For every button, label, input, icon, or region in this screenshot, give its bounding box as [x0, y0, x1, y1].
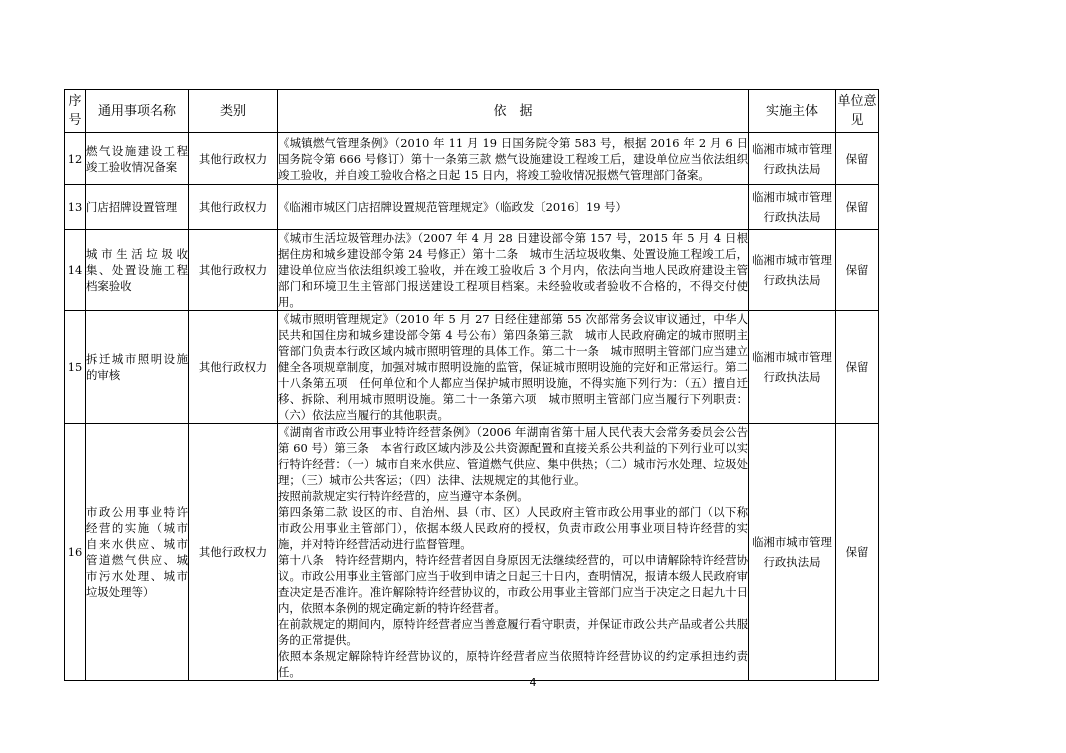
- row-opinion: 保留: [836, 133, 879, 185]
- row-agency: 临湘市城市管理行政执法局: [749, 185, 836, 230]
- header-num: 序号: [65, 90, 86, 133]
- row-num: 15: [65, 311, 86, 424]
- row-num: 14: [65, 230, 86, 311]
- table-row: [65, 133, 879, 185]
- header-opinion: 单位意见: [836, 90, 879, 133]
- row-num: 16: [65, 424, 86, 681]
- row-name: 市政公用事业特许经营的实施（城市自来水供应、城市管道燃气供应、城市污水处理、城市垃圾处理等）: [86, 424, 189, 681]
- items-table: [64, 89, 879, 681]
- table-row: [65, 311, 879, 424]
- row-type: 其他行政权力: [189, 230, 278, 311]
- table-row: [65, 230, 879, 311]
- row-opinion: 保留: [836, 311, 879, 424]
- row-basis: [278, 133, 749, 185]
- table-row: [65, 185, 879, 230]
- basis-paragraph: 《湖南省市政公用事业特许经营条例》（2006 年湖南省第十届人民代表大会常务委员会公告第 60 号）第三条 本省行政区域内涉及公共资源配置和直接关系公共利益的下列行业可以实行特许经营：（一）城市自来水供应、管道燃气供应、集中供热；（二）城市污水处理、垃圾处理；（三）城市公共客运；（四）法律、法规规定的其他行业。: [278, 425, 748, 487]
- basis-paragraph: 第十八条 特许经营期内，特许经营者因自身原因无法继续经营的，可以申请解除特许经营协议。市政公用事业主管部门应当于收到申请之日起三十日内，查明情况，报请本级人民政府审查决定是否准许。准许解除特许经营协议的，市政公用事业主管部门应当于决定之日起九十日内，依照本条例的规定确定新的特许经营者。: [278, 553, 748, 615]
- header-row: [65, 90, 879, 133]
- table-row: [65, 424, 879, 681]
- row-num: 13: [65, 185, 86, 230]
- basis-paragraph: 《城市生活垃圾管理办法》（2007 年 4 月 28 日建设部令第 157 号，2015 年 5 月 4 日根据住房和城乡建设部令第 24 号修正）第十二条 城市生活垃圾收集、处置设施工程竣工后，建设单位应当依法组织竣工验收，并在竣工验收后 3 个月内，依法向当地人民政府建设主管部门和环境卫生主管部门报送建设工程项目档案。未经验收或者验收不合格的，不得交付使用。: [278, 231, 748, 309]
- header-basis: 依 据: [278, 90, 749, 133]
- basis-paragraph: 《城镇燃气管理条例》（2010 年 11 月 19 日国务院令第 583 号，根据 2016 年 2 月 6 日国务院令第 666 号修订）第十一条第三款 燃气设施建设工程竣工后，建设单位应当依法组织竣工验收，并自竣工验收合格之日起 15 日内，将竣工验收情况报燃气管理部门备案。: [278, 135, 748, 182]
- row-type: 其他行政权力: [189, 133, 278, 185]
- row-basis: [278, 185, 749, 230]
- row-basis: [278, 424, 749, 681]
- row-name: 门店招牌设置管理: [86, 185, 189, 230]
- header-type: 类别: [189, 90, 278, 133]
- row-type: 其他行政权力: [189, 311, 278, 424]
- row-name: 拆迁城市照明设施的审核: [86, 311, 189, 424]
- row-name: 城市生活垃圾收集、处置设施工程档案验收: [86, 230, 189, 311]
- row-num: 12: [65, 133, 86, 185]
- basis-paragraph: 《城市照明管理规定》（2010 年 5 月 27 日经住建部第 55 次部常务会议审议通过，中华人民共和国住房和城乡建设部令第 4 号公布）第四条第三款 城市人民政府确定的城市照明主管部门负责本行政区域内城市照明管理的具体工作。第二十一条 城市照明主管部门应当建立健全各项规章制度，加强对城市照明设施的监管，保证城市照明设施的完好和正常运行。第二十八条第五项 任何单位和个人都应当保护城市照明设施，不得实施下列行为：（五）擅自迁移、拆除、利用城市照明设施。第二十一条第六项 城市照明主管部门应当履行下列职责：（六）依法应当履行的其他职责。: [278, 312, 748, 422]
- row-type: 其他行政权力: [189, 185, 278, 230]
- page-number: 4: [529, 676, 537, 689]
- basis-paragraph: 《临湘市城区门店招牌设置规范管理规定》（临政发〔2016〕19 号）: [278, 200, 627, 214]
- row-agency: 临湘市城市管理行政执法局: [749, 424, 836, 681]
- row-type: 其他行政权力: [189, 424, 278, 681]
- row-basis: [278, 230, 749, 311]
- basis-paragraph: 按照前款规定实行特许经营的，应当遵守本条例。: [278, 489, 529, 503]
- basis-paragraph: 第四条第二款 设区的市、自治州、县（市、区）人民政府主管市政公用事业的部门（以下称市政公用事业主管部门），依据本级人民政府的授权，负责市政公用事业项目特许经营的实施，并对特许经营活动进行监督管理。: [278, 505, 748, 551]
- basis-paragraph: 依照本条规定解除特许经营协议的，原特许经营者应当依照特许经营协议的约定承担违约责任。: [278, 649, 748, 679]
- header-agency: 实施主体: [749, 90, 836, 133]
- row-opinion: 保留: [836, 424, 879, 681]
- row-name: 燃气设施建设工程竣工验收情况备案: [86, 133, 189, 185]
- row-agency: 临湘市城市管理行政执法局: [749, 230, 836, 311]
- basis-paragraph: 在前款规定的期间内，原特许经营者应当善意履行看守职责，并保证市政公共产品或者公共服务的正常提供。: [278, 617, 748, 647]
- row-opinion: 保留: [836, 230, 879, 311]
- row-opinion: 保留: [836, 185, 879, 230]
- header-name: 通用事项名称: [86, 90, 189, 133]
- row-agency: 临湘市城市管理行政执法局: [749, 133, 836, 185]
- row-agency: 临湘市城市管理行政执法局: [749, 311, 836, 424]
- row-basis: [278, 311, 749, 424]
